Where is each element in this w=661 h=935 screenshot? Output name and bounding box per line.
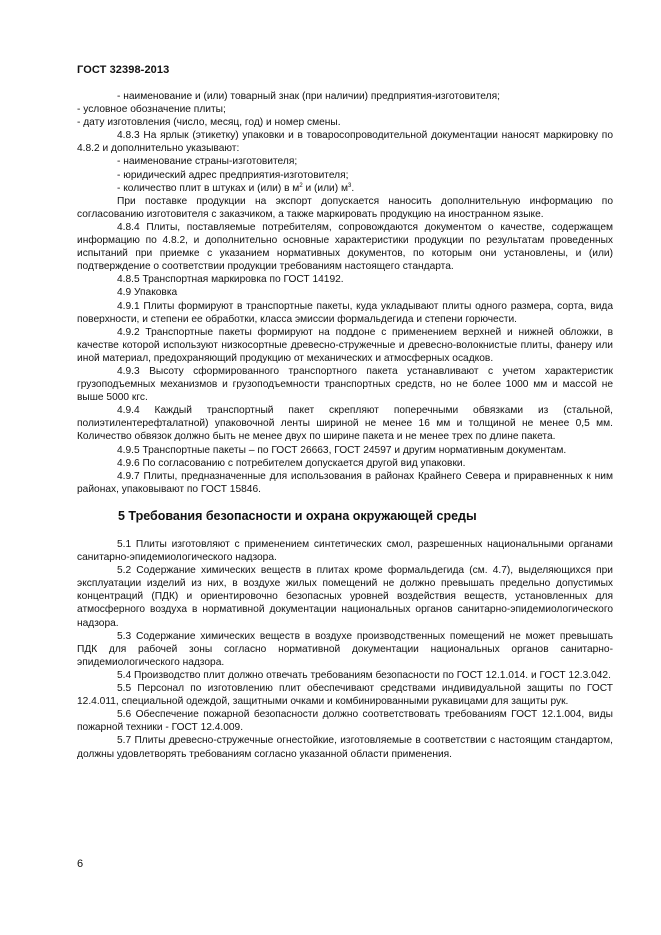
paragraph: 5.4 Производство плит должно отвечать требованиям безопасности по ГОСТ 12.1.014. и ГОСТ 12.3.042. (117, 669, 611, 681)
paragraph: 5.1 Плиты изготовляют с применением синтетических смол, разрешенных национальными органами санитарно-эпидемиологического надзора. (77, 539, 613, 564)
page-number: 6 (77, 858, 84, 870)
paragraph: 4.9.6 По согласованию с потребителем допускается другой вид упаковки. (117, 457, 466, 469)
paragraph: 4.9.1 Плиты формируют в транспортные пакеты, куда укладывают плиты одного размера, сорта, вида поверхности, и степени ее обработки, класса эмиссии формальдегида и степени горючести. (77, 300, 613, 325)
superscript: 3 (347, 182, 352, 189)
text-segment: - количество плит в штуках и (или) в м (117, 182, 300, 194)
paragraph: - наименование и (или) товарный знак (при наличии) предприятия-изготовителя; (117, 91, 500, 102)
paragraph: 4.9.4 Каждый транспортный пакет скрепляют поперечными обвязками из (стальной, полиэтилентерефталатной) упаковочной ленты шириной не менее 16 мм и толщиной не менее 0,5 мм. Количество обвязок должно быть не менее двух по ширине пакета и не менее трех по длине пакета. (77, 405, 613, 443)
paragraph: 4.8.4 Плиты, поставляемые потребителям, сопровождаются документом о качестве, содержащем информацию по 4.8.2, и дополнительно основные характеристики продукции по результатам проведенных испытаний при приемке с указанием нормативных документов, по которым они установлены, и (или) подтверждение о соответствии продукции требованиям настоящего стандарта. (77, 221, 613, 273)
document-body (77, 90, 613, 761)
text-segment: и (или) м (302, 182, 348, 194)
paragraph: 5.6 Обеспечение пожарной безопасности должно соответствовать требованиям ГОСТ 12.1.004, виды пожарной техники - ГОСТ 12.4.009. (77, 709, 613, 734)
document-header: ГОСТ 32398-2013 (77, 64, 170, 76)
paragraph-with-units (77, 182, 613, 195)
paragraph: 4.9.3 Высоту сформированного транспортного пакета устанавливают с учетом характеристик грузоподъемных механизмов и грузоподъемности транспортных средств, но не более 1000 мм и массой не выше 5000 кгс. (77, 365, 613, 404)
paragraph: 4.8.5 Транспортная маркировка по ГОСТ 14192. (117, 274, 344, 286)
superscript: 2 (299, 182, 303, 189)
text-segment: . (351, 182, 355, 194)
paragraph: При поставке продукции на экспорт допускается наносить дополнительную информацию по согласованию изготовителя с заказчиком, а также маркировать продукцию на иностранном языке. (77, 195, 613, 220)
paragraph: 4.9.5 Транспортные пакеты – по ГОСТ 26663, ГОСТ 24597 и другим нормативным документам. (117, 444, 567, 456)
paragraph: 4.9.2 Транспортные пакеты формируют на поддоне с применением верхней и нижней обложки, в качестве которой используют низкосортные древесно-стружечные и древесно-волокнистые плиты, фанеру или иной материал, предохраняющий продукцию от механических и атмосферных осадков. (77, 326, 613, 364)
subsection-title: 4.9 Упаковка (117, 287, 178, 299)
paragraph: 5.3 Содержание химических веществ в воздухе производственных помещений не может превышать ПДК для рабочей зоны согласно нормативной документации национальных органов санитарно-эпидемиологического надзора. (77, 630, 613, 668)
paragraph: - юридический адрес предприятия-изготовителя; (117, 169, 349, 181)
section-title: 5 Требования безопасности и охрана окружающей среды (118, 508, 477, 523)
paragraph: 4.8.3 На ярлык (этикетку) упаковки и в товаросопроводительной документации наносят маркировку по 4.8.2 и дополнительно указывают: (77, 130, 613, 155)
paragraph: - условное обозначение плиты; (77, 104, 226, 116)
paragraph: 5.7 Плиты древесно-стружечные огнестойкие, изготовляемые в соответствии с настоящим стандартом, должны удовлетворять требованиям согласно указанной области применения. (77, 735, 613, 760)
paragraph: 5.2 Содержание химических веществ в плитах кроме формальдегида (см. 4.7), выделяющихся при эксплуатации изделий из них, в воздухе жилых помещений не должно превышать предельно допустимых концентраций (ПДК) и ориентировочно безопасных уровней воздействия веществ, установленных для атмосферного воздуха в нормативной документации национальных органов санитарно-эпидемиологического надзора. (77, 565, 613, 629)
paragraph: 4.9.7 Плиты, предназначенные для использования в районах Крайнего Севера и приравненных к ним районах, упаковывают по ГОСТ 15846. (77, 470, 613, 495)
paragraph: 5.5 Персонал по изготовлению плит обеспечивают средствами индивидуальной защиты по ГОСТ 12.4.011, специальной одеждой, защитными очками и комбинированными рукавицами для защиты рук. (77, 683, 613, 708)
paragraph: - дату изготовления (число, месяц, год) и номер смены. (77, 117, 341, 129)
paragraph: - наименование страны-изготовителя; (117, 156, 298, 168)
